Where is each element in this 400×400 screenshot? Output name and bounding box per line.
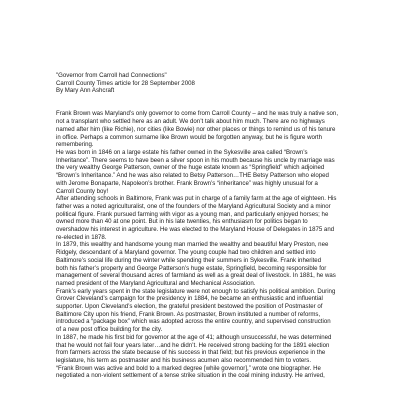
paragraph-line: “Brown’s Inheritance.” And he was also related to Betsy Patterson…THE Betsy Patterson who eloped [56,172,329,180]
paragraph-line: After attending schools in Baltimore, Frank was put in charge of a family farm at the age of eighteen. His [56,195,337,203]
spacer [56,103,360,111]
paragraph-line: father was a noted agriculturalist, one of the founders of the Maryland Agricultural Society and a minor [56,202,331,210]
paragraph-line: named after him (like Richie), nor cities (like Bowie) nor other places or things to remind us of his tenure [56,125,336,133]
paragraph-line: Carroll County boy! [56,187,109,195]
paragraph-line: that he would not fail four years later…and he didn’t. He received strong backing for the 1891 election [56,341,330,349]
paragraph-line: overshadow his interest in agriculture. He was elected to the Maryland House of Delegates in 1875 and [56,226,335,234]
paragraph-line: Baltimore’s social life during the winter while spending their summers in Sykesville. Frank inherited [56,256,322,264]
paragraph-line: “Frank Brown was active and bold to a marked degree [while governor],” wrote one biographer. He [56,364,321,372]
article-body [56,110,360,380]
paragraph-line: re-elected in 1878. [56,233,107,241]
paragraph-line: not a transplant who settled here as an adult. We don’t talk about him much. There are no highways [56,118,325,126]
paragraph-line: Inheritance”. There seems to have been a silver spoon in his mouth because his uncle by marriage was [56,156,335,164]
article-paragraph [56,195,360,241]
article-paragraph [56,288,360,334]
paragraph-line: both his father’s property and George Patterson’s huge estate, Springfield, becoming responsible for [56,264,327,272]
paragraph-line: legislature, his term as postmaster and his business acumen also recommended him to voters. [56,356,312,364]
paragraph-line: remembering. [56,141,94,149]
article-header [56,72,360,95]
paragraph-line: with Jerome Bonaparte, Napoleon’s brother. Frank Brown’s “inheritance” was highly unusual for a [56,179,318,187]
paragraph-line: management of several thousand acres of farmland as well as a great deal of livestock. In 1881, he was [56,272,336,280]
paragraph-line: named president of the Maryland Agricultural and Mechanical Association. [56,279,256,287]
paragraph-line: the very wealthy George Patterson, owner of the huge estate known as “Springfield” which adjoined [56,164,325,172]
paragraph-line: In 1887, he made his first bid for governor at the age of 41; although unsuccessful, he was determined [56,333,332,341]
paragraph-line: in office. Perhaps a common surname like Brown would be forgotten anyway, but he is figure worth [56,133,323,141]
paragraph-line: owned more than 40 at one point. But in his late twenties, his enthusiasm for politics began to [56,218,308,226]
article-paragraph [56,334,360,365]
article-title: "Governor from Carroll had Connections" [56,72,167,79]
paragraph-line: Frank’s early years spent in the state legislature were not enough to satisfy his political ambition. During [56,287,336,295]
paragraph-line: Grover Cleveland’s campaign for the presidency in 1884, he became an enthusiastic and influential [56,295,323,303]
article-paragraph [56,110,360,149]
spacer [56,95,360,103]
paragraph-line: supporter. Upon Cleveland’s election, the grateful president bestowed the position of Postmaster of [56,303,323,311]
article-paragraph [56,149,360,195]
article-paragraph [56,365,360,380]
article-byline: By Mary Ann Ashcraft [56,87,115,95]
paragraph-line: of a new post office building for the city. [56,326,163,334]
paragraph-line: Frank Brown was Maryland’s only governor to come from Carroll County – and he was truly a native son, [56,110,339,118]
paragraph-line: political figure. Frank pursued farming with vigor as a young man, and particularly enjoyed horses; he [56,210,329,218]
paragraph-line: He was born in 1846 on a large estate his father owned in the Sykesville area called “Brown’s [56,149,308,156]
paragraph-line: introduced a “package box” which was adopted across the entire country, and supervised construction [56,318,331,326]
paragraph-line: Ridgely, descendant of a Maryland governor. The young couple had two children and settled into [56,249,316,257]
paragraph-line: In 1879, this wealthy and handsome young man married the wealthy and beautiful Mary Preston, nee [56,241,329,249]
article-paragraph [56,241,360,287]
paragraph-line: from farmers across the state because of his success in that field; but his previous experience in the [56,349,326,357]
paragraph-line: negotiated a non-violent settlement of a tense strike situation in the coal mining industry. He arrived, [56,372,325,380]
paragraph-line: Baltimore City upon his friend, Frank Brown. As postmaster, Brown instituted a number of reforms, [56,310,321,318]
article-source: Carroll County Times article for 28 September 2008 [56,79,195,87]
